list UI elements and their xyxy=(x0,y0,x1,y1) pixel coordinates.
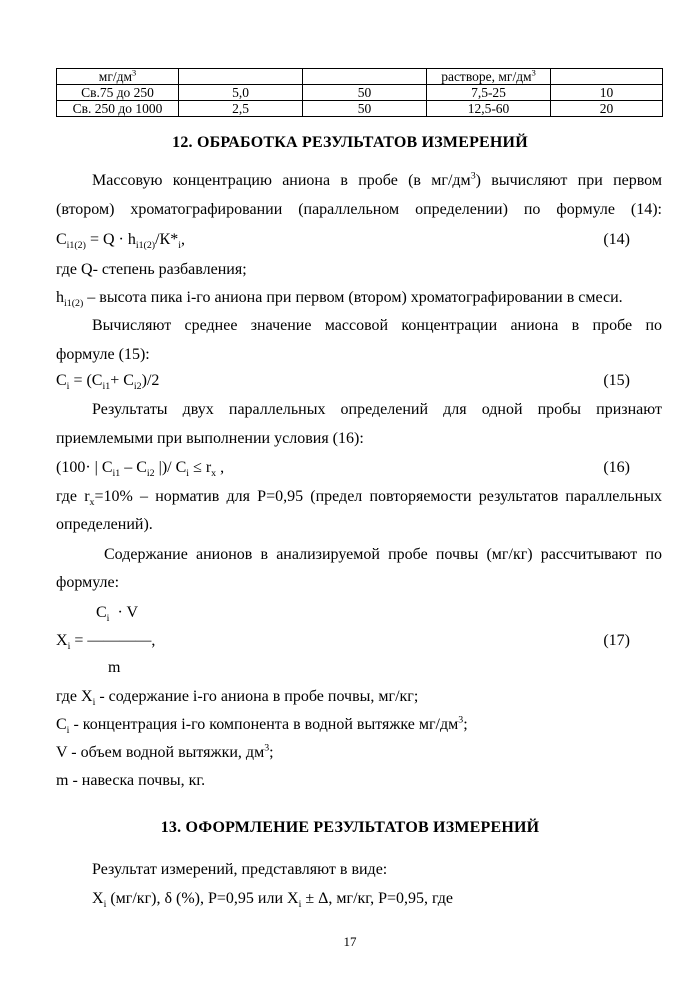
table-cell: 2,5 xyxy=(179,101,303,117)
table-cell: 20 xyxy=(551,101,663,117)
table-cell: 50 xyxy=(303,101,427,117)
paragraph-line: определений). xyxy=(56,516,153,533)
formula-16: (100· | $C_{i1} - C_{i2}$ |)/ $C_i \le r_x$ , xyxy=(56,459,225,480)
section-13-heading: 13. ОФОРМЛЕНИЕ РЕЗУЛЬТАТОВ ИЗМЕРЕНИЙ xyxy=(160,819,540,836)
table-row xyxy=(57,101,663,117)
table-cell: $мг/дм^3$ xyxy=(57,69,179,85)
paragraph-line: приемлемыми при выполнении условия (16): xyxy=(56,430,364,447)
paragraph-line: формуле: xyxy=(56,574,120,591)
table-row xyxy=(57,69,663,85)
formula-17-number: (17) xyxy=(603,632,630,649)
table-cell xyxy=(551,69,663,85)
limits-table xyxy=(56,68,663,117)
table-cell: растворе, $мг/дм^3$ xyxy=(427,69,551,85)
result-format: $X_i$ (мг/кг), δ (%), P=0,95 или $X_i \pm \Delta$, мг/кг, P=0,95, где xyxy=(92,890,453,911)
where-x: где $X_i$ - содержание i-го аниона в пробе почвы, мг/кг; xyxy=(56,688,419,709)
table-cell: 5,0 xyxy=(179,85,303,101)
paragraph-line: Массовую концентрацию аниона в пробе (в $мг/дм^3$) вычисляют при первом xyxy=(92,170,662,189)
paragraph-line: (втором) хроматографировании (параллельном определении) по формуле (14): xyxy=(56,201,662,218)
paragraph-line: формуле (15): xyxy=(56,346,150,363)
formula-14: $C_{i1(2)} = Q \cdot h_{i1(2)}/К*_i$, xyxy=(56,231,185,252)
where-v: V - объем водной вытяжки, $дм^3$; xyxy=(56,742,274,761)
formula-17-denominator: m xyxy=(108,659,121,676)
where-r: где $r_x=10\%$ – норматив для P=0,95 (предел повторяемости результатов параллельных xyxy=(56,488,662,509)
paragraph-line: Вычисляют среднее значение массовой концентрации аниона в пробе по xyxy=(92,317,662,334)
paragraph-line: Результаты двух параллельных определений для одной пробы признают xyxy=(92,401,662,418)
where-h: $h_{i1(2)}$ – высота пика i-го аниона при первом (втором) хроматографировании в смеси. xyxy=(56,289,623,310)
formula-14-number: (14) xyxy=(603,231,630,248)
table-cell xyxy=(303,69,427,85)
table-cell: 12,5-60 xyxy=(427,101,551,117)
paragraph-line: Результат измерений, представляют в виде: xyxy=(92,861,388,878)
formula-15-number: (15) xyxy=(603,372,630,389)
formula-16-number: (16) xyxy=(603,459,630,476)
where-c: $C_i$ - концентрация i-го компонента в водной вытяжке $мг/дм^3$; xyxy=(56,714,468,737)
where-q: где Q- степень разбавления; xyxy=(56,261,247,278)
formula-15: $C_i = (C_{i1}+ C_{i2})/2$ xyxy=(56,372,160,393)
section-12-heading: 12. ОБРАБОТКА РЕЗУЛЬТАТОВ ИЗМЕРЕНИЙ xyxy=(172,134,528,151)
paragraph-line: Содержание анионов в анализируемой пробе почвы (мг/кг) рассчитывают по xyxy=(104,546,662,563)
formula-17: $X_i$ = ————, xyxy=(56,632,156,653)
table-cell: 50 xyxy=(303,85,427,101)
table-cell xyxy=(179,69,303,85)
table-cell: 7,5-25 xyxy=(427,85,551,101)
table-cell: Св. 250 до 1000 xyxy=(57,101,179,117)
table-cell: Св.75 до 250 xyxy=(57,85,179,101)
page-number: 17 xyxy=(343,934,357,949)
formula-17-numerator: $C_i \cdot V$ xyxy=(96,604,139,625)
table-cell: 10 xyxy=(551,85,663,101)
table-row xyxy=(57,85,663,101)
where-m: m - навеска почвы, кг. xyxy=(56,772,206,789)
